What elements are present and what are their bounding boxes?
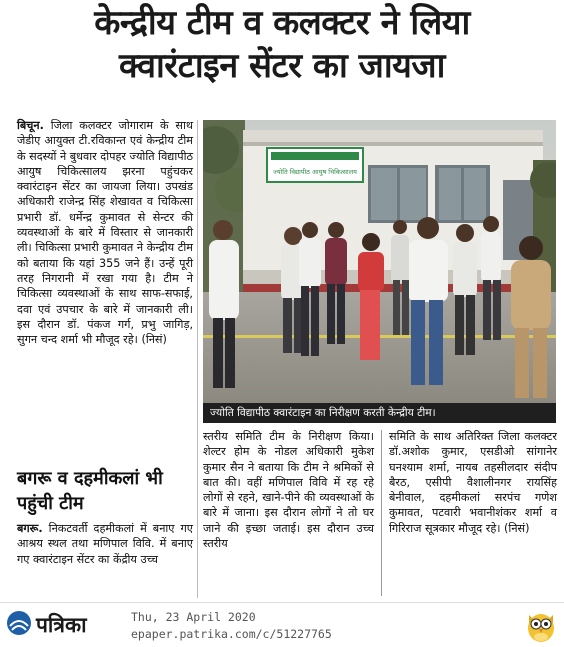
column-divider (381, 430, 382, 596)
second-story-body-end: समिति के साथ अतिरिक्त जिला कलक्टर डॉ.अशोक कुमार, एसडीओ सांगानेर घनश्याम शर्मा, नायब तहसीलदार संदीप बैरठ, एसीपी वैशालीनगर रायसिंह बेनीवाल, दहमीकलां सरपंच गणेश कुमावत, पटवारी भवानीशंकर शर्मा व गिरिराज सूत्रकार मौजूद रहे। (निसं) (389, 430, 557, 535)
second-story-text-start (17, 521, 193, 567)
edition-date: Thu, 23 April 2020 (131, 610, 256, 624)
headline-line-2: क्वारंटाइन सेंटर का जायजा (119, 46, 445, 86)
second-story-body-start: निकटवर्ती दहमीकलां में बनाए गए आश्रय स्थल तथा मणिपाल विवि. में बनाए गए क्वारंटाइन सेंटर का केंद्रीय उच्च (17, 522, 193, 566)
second-story-text-mid (203, 429, 374, 551)
second-story-dateline: बगरू. (17, 522, 43, 535)
main-story-text (17, 118, 193, 347)
story-body: जिला कलक्टर जोगाराम के साथ जेडीए आयुक्त टी.रविकान्त एवं केन्द्रीय टीम के सदस्यों ने बुधवार दोपहर ज्योति विद्यापीठ आयुष चिकित्सालय झरना पहुंचकर क्वारंटाइन सेंटर का जायजा लिया। उपखंड अधिकारी राजेन्द्र सिंह शेखावत व चिकित्सा प्रभारी डॉ. धर्मेन्द्र कुमावत से सेन्टर की व्यवस्थाओं के बारे में विस्तार से जानकारी ली। चिकित्सा प्रभारी कुमावत ने केन्द्रीय टीम को बताया कि यहां 355 जने हैं। उन्हें पूरी तरह निगरानी में रखा गया है। टीम ने चिकित्सा व्यवस्थाओं के साथ साफ-सफाई, दवा एवं उपचार के बारे में जानकारी ली। इस दौरान डॉ. पंकज गर्ग, प्रभु जागिड़, सुगन चन्द शर्मा भी मौजूद रहे। (निसं) (17, 119, 193, 347)
second-story-heading: बगरू व दहमीकलां भी पहुंची टीम (17, 468, 163, 514)
epaper-url[interactable]: epaper.patrika.com/c/51227765 (131, 627, 332, 641)
news-photo (203, 120, 556, 403)
story-dateline: बिचून. (17, 119, 44, 132)
second-story-body-mid: स्तरीय समिति टीम के निरीक्षण किया। शेल्टर होम के नोडल अधिकारी मुकेश कुमार सैन ने बताया कि टीम ने श्रमिकों से बात की। वहीं मणिपाल विवि में रह रहे लोगों से रहने, खाने-पीने की व्यवस्थाओं के बारे में जाना। इस दौरान लोगों ने तो घर जाने की इच्छा जताई। इस दौरान उच्च स्तरीय (203, 430, 374, 551)
patrika-logo[interactable] (6, 611, 87, 639)
brand-name: पत्रिका (36, 613, 87, 637)
photo-caption: ज्योति विद्यापीठ क्वारंटाइन का निरीक्षण करती केन्द्रीय टीम। (203, 403, 556, 423)
photo-banner-text: ज्योति विद्यापीठ आयुष चिकित्सालय (273, 168, 357, 176)
headline-line-1: केन्द्रीय टीम व कलक्टर ने लिया (94, 3, 470, 43)
headline (0, 2, 564, 88)
column-divider (197, 120, 198, 598)
footer-bar (0, 602, 564, 647)
second-story-text-end (389, 429, 557, 536)
owl-mascot-icon (526, 609, 556, 647)
photo-scene (203, 120, 556, 403)
patrika-logo-icon (6, 610, 32, 640)
